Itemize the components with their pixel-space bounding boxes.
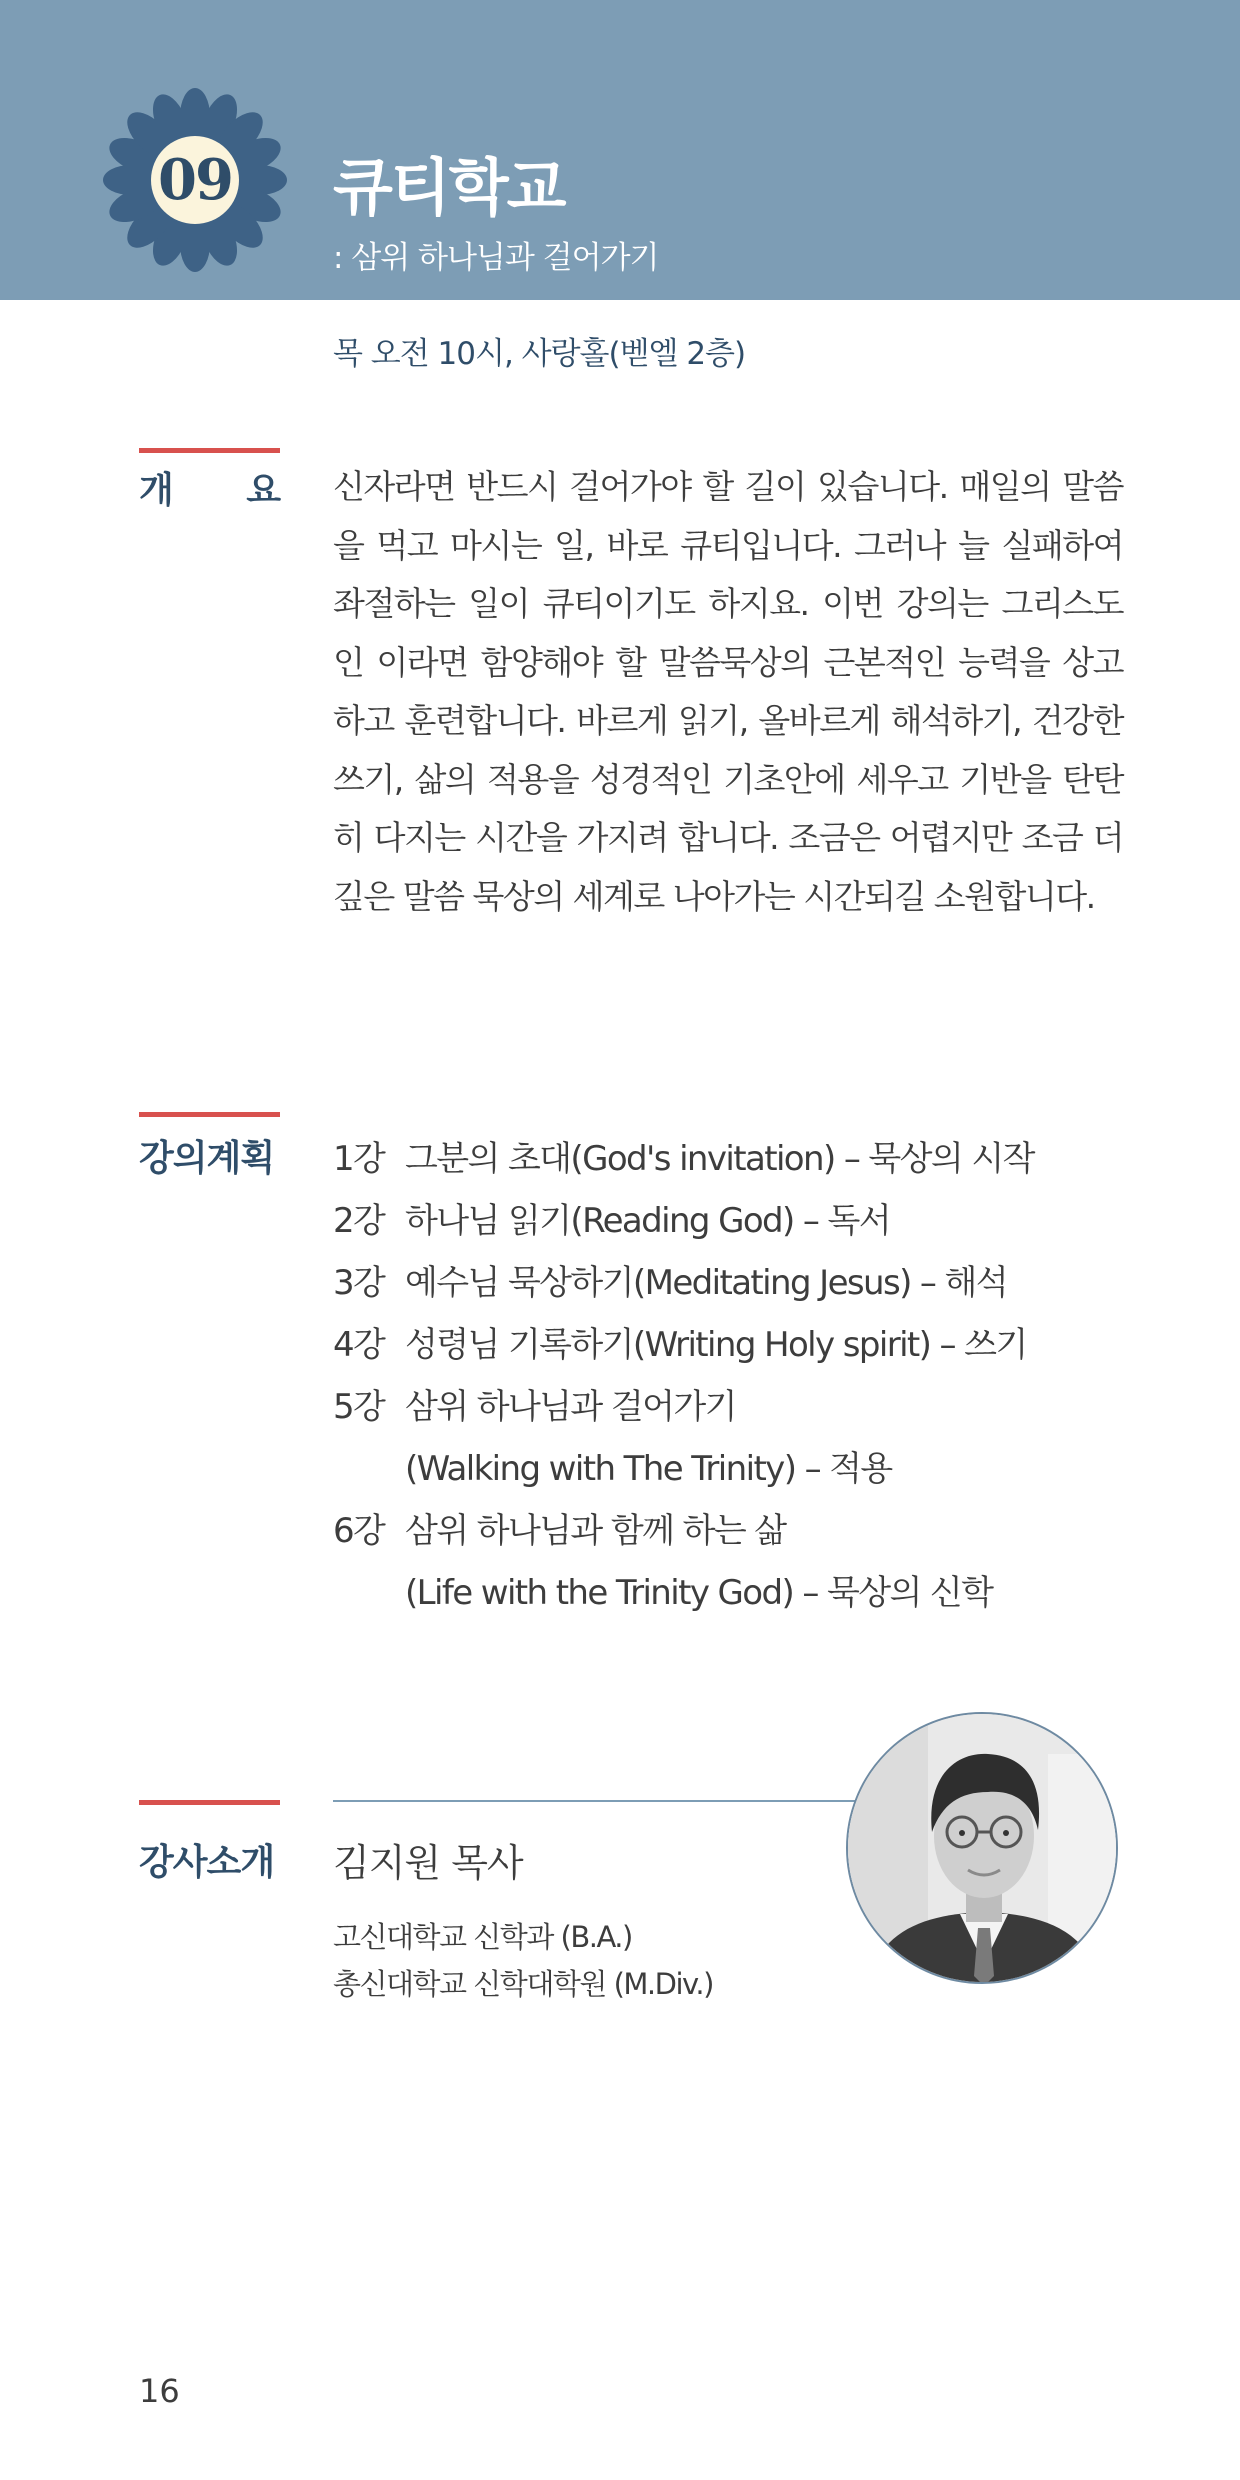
- lecture-title: 예수님 묵상하기(Meditating Jesus) – 해석: [405, 1263, 1008, 1303]
- lecture-item: [333, 1376, 1183, 1438]
- instructor-accent-bar: [139, 1800, 280, 1805]
- instructor-divider: [333, 1800, 878, 1802]
- lectures-accent-bar: [139, 1112, 280, 1117]
- instructor-credential: 고신대학교 신학과 (B.A.): [333, 1920, 632, 1954]
- lecture-title: 하나님 읽기(Reading God) – 독서: [405, 1201, 891, 1241]
- lecture-number: 4강: [333, 1325, 385, 1365]
- overview-label-second: 요: [246, 470, 280, 511]
- class-number: 09: [158, 147, 232, 213]
- instructor-photo: [846, 1712, 1118, 1984]
- lecture-item-continuation: (Life with the Trinity God) – 묵상의 신학: [405, 1573, 993, 1613]
- page-subtitle: : 삼위 하나님과 걸어가기: [333, 240, 659, 276]
- lecture-item-continuation: (Walking with The Trinity) – 적용: [405, 1449, 892, 1489]
- lecture-list: [333, 1128, 1183, 1624]
- page-number: 16: [139, 2372, 180, 2410]
- overview-accent-bar: [139, 448, 280, 453]
- lecture-number: 2강: [333, 1201, 385, 1241]
- overview-label: [139, 462, 280, 513]
- instructor-credential: 총신대학교 신학대학원 (M.Div.): [333, 1967, 713, 2001]
- overview-text: 신자라면 반드시 걸어가야 할 길이 있습니다. 매일의 말씀을 먹고 마시는 일, 바로 큐티입니다. 그러나 늘 실패하여 좌절하는 일이 큐티이기도 하지요. 이번 강의는 그리스도인 이라면 함양해야 할 말씀묵상의 근본적인 능력을 상고하고 훈련합니다. 바르게 읽기, 올바르게 해석하기, 건강한 쓰기, 삶의 적용을 성경적인 기초안에 세우고 기반을 탄탄히 다지는 시간을 가지려 합니다. 조금은 어렵지만 조금 더 깊은 말씀 묵상의 세계로 나아가는 시간되길 소원합니다.: [333, 467, 1123, 916]
- instructor-label: 강사소개: [139, 1842, 275, 1883]
- lecture-item: [333, 1314, 1183, 1376]
- lecture-item: [333, 1500, 1183, 1562]
- overview-label-first: 개: [139, 470, 173, 511]
- schedule-info: 목 오전 10시, 사랑홀(벧엘 2층): [333, 336, 746, 372]
- header-banner: [0, 0, 1240, 300]
- lecture-title: 삼위 하나님과 걸어가기: [405, 1387, 736, 1427]
- lecture-number: 6강: [333, 1511, 385, 1551]
- lecture-number: 1강: [333, 1139, 385, 1179]
- lecture-number: 5강: [333, 1387, 385, 1427]
- lectures-label: 강의계획: [139, 1138, 275, 1179]
- lecture-title: 그분의 초대(God's invitation) – 묵상의 시작: [405, 1139, 1034, 1179]
- lecture-title: 삼위 하나님과 함께 하는 삶: [405, 1511, 786, 1551]
- instructor-name: 김지원 목사: [333, 1841, 523, 1885]
- lecture-item: [333, 1190, 1183, 1252]
- portrait-image: [848, 1714, 1118, 1984]
- page-title: 큐티학교: [333, 151, 565, 224]
- lecture-number: 3강: [333, 1263, 385, 1303]
- lecture-item: [333, 1128, 1183, 1190]
- lecture-item: [333, 1252, 1183, 1314]
- lecture-title: 성령님 기록하기(Writing Holy spirit) – 쓰기: [405, 1325, 1027, 1365]
